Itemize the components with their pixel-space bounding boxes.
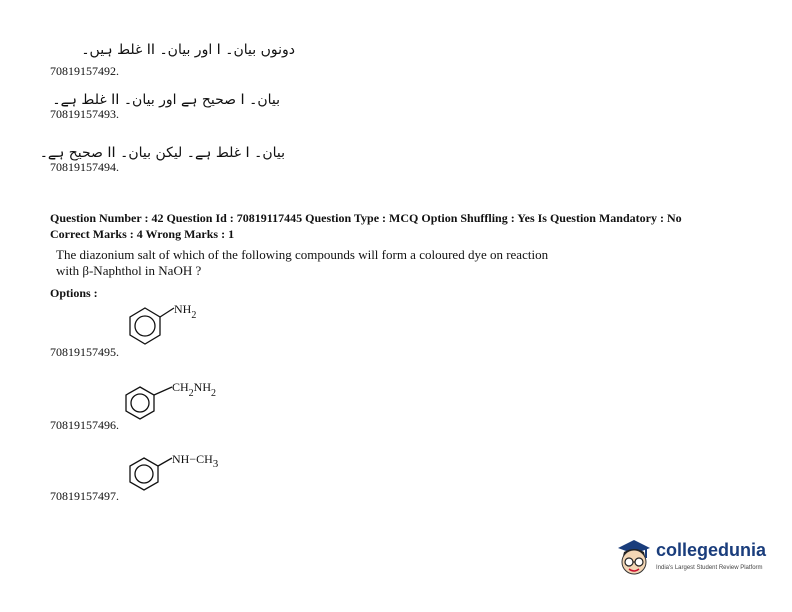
n-methylaniline-structure (120, 448, 260, 498)
benzene-aniline-structure (120, 300, 250, 352)
urdu-option-text: بیان۔ I غلط ہے۔ لیکن بیان۔ II صحیح ہے۔ (39, 145, 285, 161)
logo-tagline: India's Largest Student Review Platform (656, 565, 763, 571)
option-id: 70819157497. (50, 489, 119, 503)
option-id: 70819157492. (50, 64, 119, 78)
urdu-option-text: دونوں بیان۔ I اور بیان۔ II غلط ہیں۔ (81, 42, 295, 58)
option-id: 70819157495. (50, 345, 119, 359)
urdu-option-text: بیان۔ I صحیح ہے اور بیان۔ II غلط ہے۔ (52, 92, 280, 108)
bond (154, 387, 172, 395)
question-text-line1: The diazonium salt of which of the following compounds will form a coloured dye on reaction (56, 247, 549, 262)
substituent-label: $CH_2NH_2$ (172, 380, 217, 399)
option-id: 70819157496. (50, 418, 119, 432)
benzene-ring-circle (135, 465, 153, 483)
bond (158, 458, 172, 466)
question-marks: Correct Marks : 4 Wrong Marks : 1 (50, 227, 235, 241)
options-label: Options : (50, 286, 98, 300)
substituent-label: $NH_2$ (174, 302, 197, 321)
bond (160, 308, 174, 317)
option-id: 70819157494. (50, 160, 119, 174)
logo-name: collegedunia (656, 540, 767, 560)
benzene-ring-circle (131, 394, 149, 412)
benzene-ring-circle (135, 316, 155, 336)
benzene-ring (130, 458, 158, 490)
option-id: 70819157493. (50, 107, 119, 121)
benzylamine-structure (120, 377, 260, 429)
collegedunia-logo (614, 534, 774, 584)
student-mascot-icon (614, 534, 654, 580)
benzene-ring (126, 387, 154, 419)
question-text-line2: with β-Naphthol in NaOH ? (56, 263, 202, 278)
question-header: Question Number : 42 Question Id : 70819117445 Question Type : MCQ Option Shuffling : Yes Is Question Mandatory : No (50, 211, 682, 225)
substituent-label: NH−CH3 (172, 452, 219, 470)
